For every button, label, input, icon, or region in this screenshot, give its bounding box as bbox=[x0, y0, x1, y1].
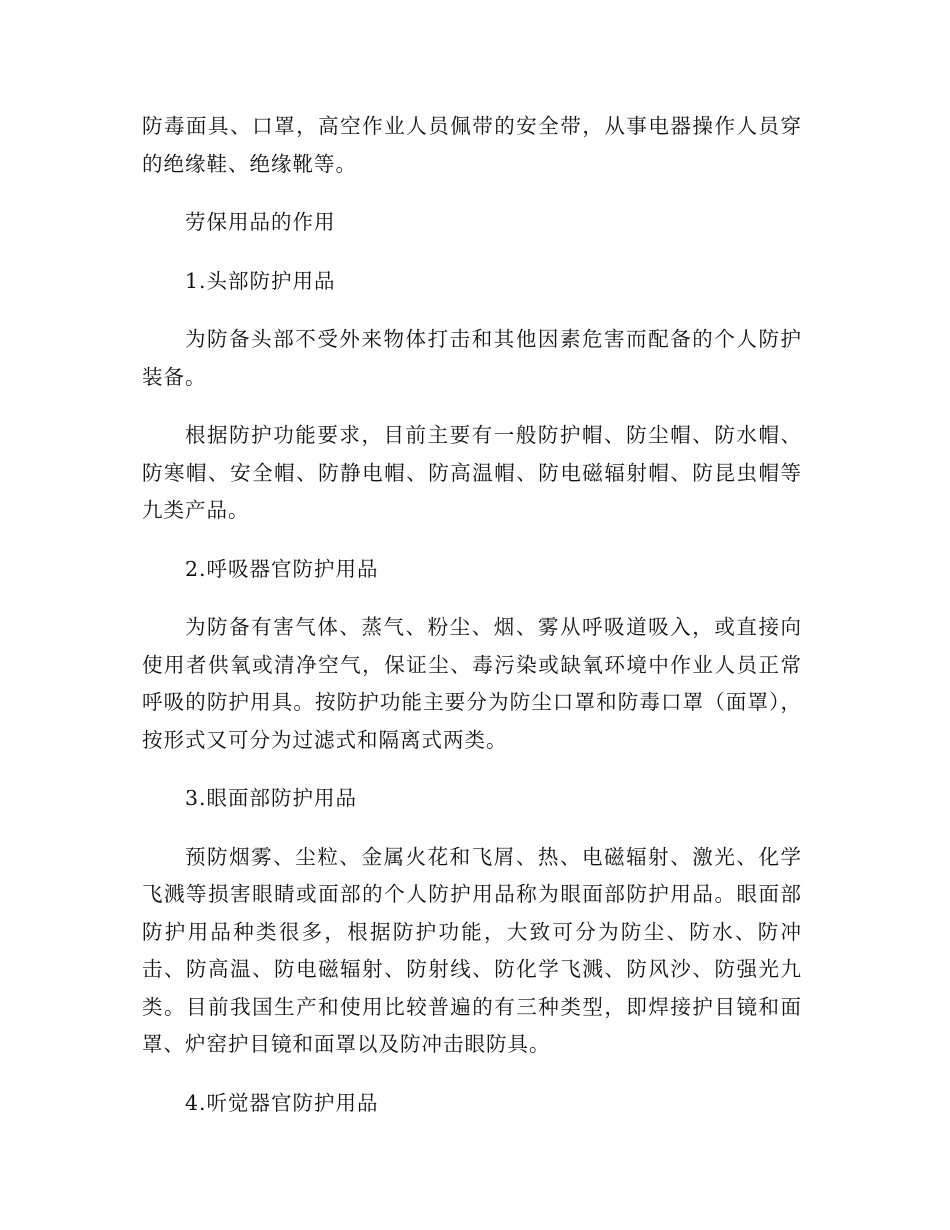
subsection-heading-head-protection: 1.头部防护用品 bbox=[185, 268, 336, 293]
subsection-heading-hearing-protection: 4.听觉器官防护用品 bbox=[185, 1090, 379, 1115]
body-paragraph: 为防备头部不受外来物体打击和其他因素危害而配备的个人防护装备。 bbox=[142, 327, 802, 389]
body-paragraph: 预防烟雾、尘粒、金属火花和飞屑、热、电磁辐射、激光、化学飞溅等损害眼睛或面部的个人防护用品称为眼面部防护用品。眼面部防护用品种类很多，根据防护功能，大致可分为防尘、防水、防冲击、防高温、防电磁辐射、防射线、防化学飞溅、防风沙、防强光九类。目前我国生产和使用比较普遍的有三种类型，即焊接护目镜和面罩、炉窑护目镜和面罩以及防冲击眼防具。 bbox=[142, 844, 802, 1056]
body-paragraph: 根据防护功能要求，目前主要有一般防护帽、防尘帽、防水帽、防寒帽、安全帽、防静电帽、防高温帽、防电磁辐射帽、防昆虫帽等九类产品。 bbox=[142, 423, 802, 522]
body-paragraph: 为防备有害气体、蒸气、粉尘、烟、雾从呼吸道吸入，或直接向使用者供氧或清净空气，保证尘、毒污染或缺氧环境中作业人员正常呼吸的防护用具。按防护功能主要分为防尘口罩和防毒口罩（面罩），按形式又可分为过滤式和隔离式两类。 bbox=[142, 615, 802, 752]
subsection-heading-respiratory-protection: 2.呼吸器官防护用品 bbox=[185, 556, 379, 581]
continuation-paragraph: 防毒面具、口罩，高空作业人员佩带的安全带，从事电器操作人员穿的绝缘鞋、绝缘靴等。 bbox=[142, 114, 802, 176]
subsection-heading-eye-face-protection: 3.眼面部防护用品 bbox=[185, 786, 358, 810]
document-body bbox=[142, 108, 802, 1143]
section-title: 劳保用品的作用 bbox=[185, 210, 336, 234]
